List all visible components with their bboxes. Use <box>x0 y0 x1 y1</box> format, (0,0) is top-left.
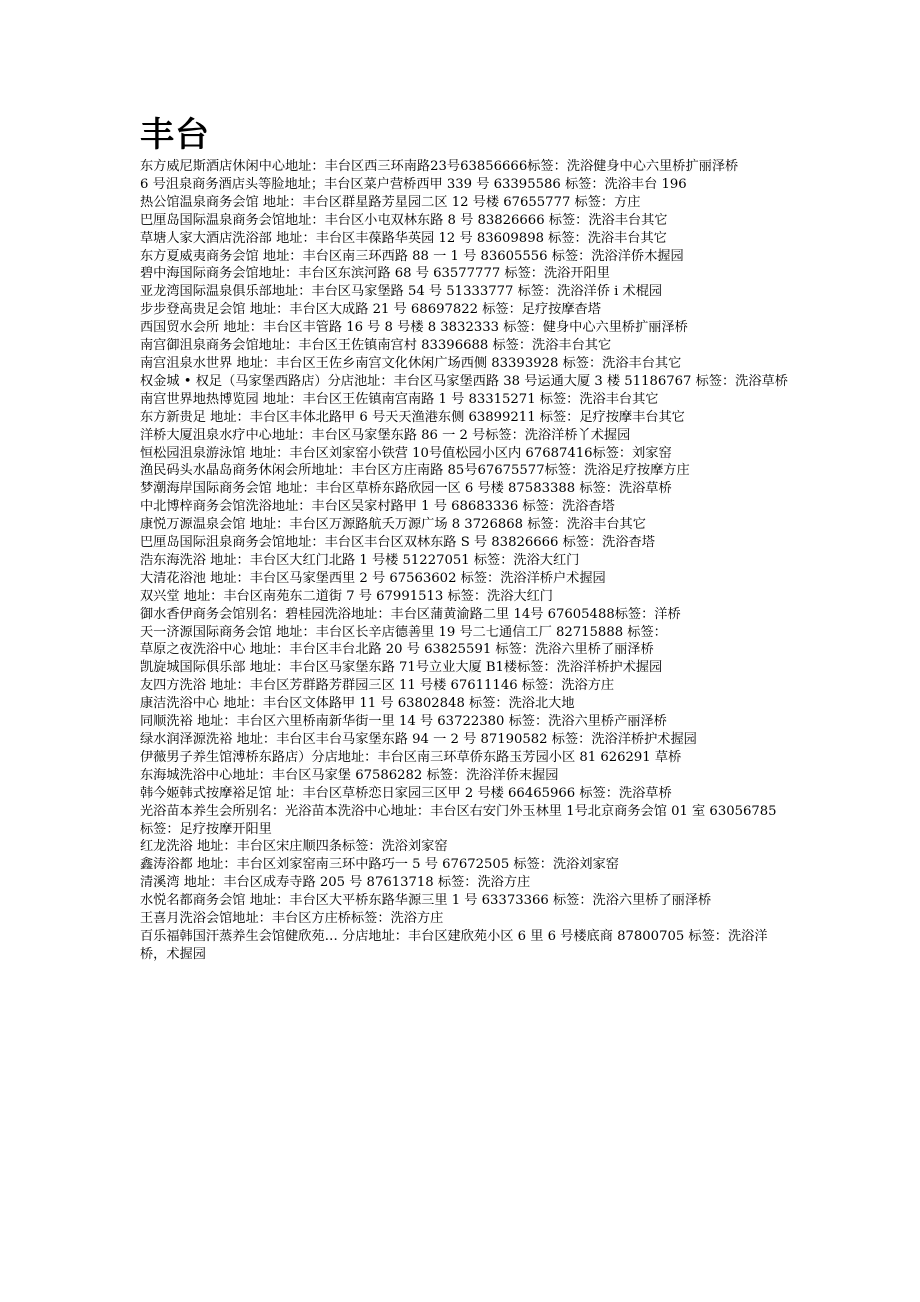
listing-entry: 梦潮海岸国际商务会馆 地址：丰台区草桥东路欣园一区 6 号楼 87583388 标签：洗浴草桥 <box>140 481 672 497</box>
listing-entry: 东海城洗浴中心地址：丰台区马家堡 67586282 标签：洗浴洋侨末握园 <box>140 767 559 783</box>
listing-entry: 清溪湾 地址：丰台区成寿寺路 205 号 87613718 标签：洗浴方庄 <box>140 875 531 891</box>
listing-entry: 御水香伊商务会馆别名：碧桂园洗浴地址：丰台区蒲黄渝路二里 14号 67605488标签：洋桥 <box>140 606 681 622</box>
listing-entry: 6 号沮泉商务酒店头等脸地址；丰台区菜户营桥西甲 339 号 63395586 标签：洗浴丰台 196 <box>140 176 687 192</box>
listing-entry: 南宫御沮泉商务会馆地址：丰台区王佐镇南宫村 83396688 标签：洗浴丰台其它 <box>140 338 612 354</box>
listing-entry: 恒松园沮泉游泳馆 地址：丰台区刘家窑小铁营 10号值松园小区内 67687416标签：刘家窑 <box>140 445 672 461</box>
listing-entry: 南宫世界地热博览园 地址：丰台区王佐镇南宫南路 1 号 83315271 标签：洗浴丰台其它 <box>140 391 659 407</box>
listing-entry: 东方夏威夷商务会馆 地址：丰台区南三环西路 88 一 1 号 83605556 标签：洗浴洋侨木握园 <box>140 248 684 264</box>
listing-entry: 中北博梓商务会馆洗浴地址：丰台区吴家村路甲 1 号 68683336 标签：洗浴杳塔 <box>140 499 615 515</box>
listing-entry: 西国贸水会所 地址：丰台区丰管路 16 号 8 号楼 8 3832333 标签：健身中心六里桥扩丽泽桥 <box>140 320 688 336</box>
listing-entry: 草原之夜洗浴中心 地址：丰台区丰台北路 20 号 63825591 标签：洗浴六里桥了丽泽桥 <box>140 642 654 658</box>
listing-entry: 东方新贵足 地址：丰台区丰体北路甲 6 号天天渔港东侧 63899211 标签：足疗按摩丰台其它 <box>140 409 685 425</box>
listing-entry: 碧中海国际商务会馆地址：丰台区东滨河路 68 号 63577777 标签：洗浴开阳里 <box>140 266 610 282</box>
listing-entry: 康洁洗浴中心 地址：丰台区文体路甲 11 号 63802848 标签：洗浴北大地 <box>140 696 575 712</box>
listing-entry: 热公馆温泉商务会馆 地址：丰台区群星路芳星园二区 12 号楼 67655777 标签：方庄 <box>140 194 641 210</box>
listing-entry: 双兴堂 地址：丰台区南苑东二道街 7 号 67991513 标签：洗浴大红门 <box>140 588 553 604</box>
listing-entry: 光浴苗本养生会所别名：光浴苗本洗浴中心地址：丰台区右安门外玉林里 1号北京商务会馆 01 室 63056785 标签：足疗按摩开阳里 <box>140 803 777 837</box>
listing-entry: 亚龙湾国际温泉俱乐部地址：丰台区马家堡路 54 号 51333777 标签：洗浴洋侨 i 术棍园 <box>140 284 663 300</box>
listing-entry: 康悦万源温泉会馆 地址：丰台区万源路航夭万源广场 8 3726868 标签：洗浴丰台其它 <box>140 517 646 533</box>
listing-entry: 伊薇男子养生馆溥桥东路店）分店地址：丰台区南三环草侨东路玉芳园小区 81 626291 草桥 <box>140 749 682 765</box>
listing-entry: 草塘人家大酒店洗浴部 地址：丰台区丰葆路华英园 12 号 83609898 标签：洗浴丰台其它 <box>140 230 667 246</box>
listing-entry: 洋桥大厦沮泉水疗中心地址：丰台区马家堡东路 86 一 2 号标签：洗浴洋桥丫术握园 <box>140 427 631 443</box>
listing-entry: 王喜月洗浴会馆地址：丰台区方庄桥标签：洗浴方庄 <box>140 911 444 927</box>
page-title: 丰台 <box>140 115 210 155</box>
listing-entry: 大清花浴池 地址：丰台区马家堡西里 2 号 67563602 标签：洗浴洋桥户术握园 <box>140 570 606 586</box>
listing-entry: 绿水润泽源洗裕 地址：丰台区丰台马家堡东路 94 一 2 号 87190582 标签：洗浴洋桥护术握园 <box>140 732 697 747</box>
listing-entry: 巴厘岛国际沮泉商务会馆地址：丰台区丰台区双林东路 S 号 83826666 标签：洗浴杳塔 <box>140 535 655 551</box>
listing-entry: 权金城 • 权足（马家堡西路店）分店池址：丰台区马家堡西路 38 号运通大厦 3 楼 51186767 标签：洗浴草桥 <box>140 373 788 389</box>
listing-entry: 百乐福韩国汗蒸养生会馆健欣苑… 分店地址：丰台区建欣苑小区 6 里 6 号楼底商 87800705 标签：洗浴洋桥，术握园 <box>140 928 768 962</box>
listing-entry: 天一济源国际商务会馆 地址：丰台区长辛店德善里 19 号二七通信工厂 82715888 标签： <box>140 624 667 640</box>
listing-entry: 步步登高贵足会馆 地址：丰台区大成路 21 号 68697822 标签：足疗按摩杳塔 <box>140 302 601 318</box>
listing-list <box>140 158 790 964</box>
listing-entry: 凯旋城国际俱乐部 地址：丰台区马家堡东路 71号立业大厦 B1楼标签：洗浴洋桥护术握园 <box>140 660 663 676</box>
document-page <box>140 112 790 964</box>
listing-entry: 浩东海洗浴 地址：丰台区大红门北路 1 号楼 51227051 标签：洗浴大红门 <box>140 552 580 568</box>
listing-entry: 水悦名都商务会馆 地址：丰台区大平桥东路华源三里 1 号 63373366 标签：洗浴六里桥了丽泽桥 <box>140 893 712 909</box>
listing-entry: 巴厘岛国际温泉商务会馆地址：丰台区小屯双林东路 8 号 83826666 标签：洗浴丰台其它 <box>140 212 668 228</box>
listing-entry: 鑫涛浴都 地址：丰台区刘家窑南三环中路巧一 5 号 67672505 标签：洗浴刘家窑 <box>140 857 619 873</box>
listing-entry: 南宫沮泉水世界 地址：丰台区王佐乡南宫文化休闲广场西侧 83393928 标签：洗浴丰台其它 <box>140 355 682 371</box>
listing-entry: 东方威尼斯酒店休闲中心地址：丰台区西三环南路23号63856666标签：洗浴健身中心六里桥扩丽泽桥 <box>140 159 739 174</box>
listing-entry: 渔民码头水晶岛商务休闲会所地址：丰台区方庄南路 85号67675577标签：洗浴足疗按摩方庄 <box>140 463 690 479</box>
listing-entry: 友四方洗浴 地址：丰台区芳群路芳群园三区 11 号楼 67611146 标签：洗浴方庄 <box>140 678 615 694</box>
listing-entry: 韩今姬韩式按摩裕足馆 址：丰台区草桥恋日家园三区甲 2 号楼 66465966 标签：洗浴草桥 <box>140 785 672 801</box>
listing-entry: 红龙洗浴 地址：丰台区宋庄顺四条标签：洗浴刘家窑 <box>140 839 448 855</box>
listing-entry: 同顺洗裕 地址：丰台区六里桥南新华街一里 14 号 63722380 标签：洗浴六里桥产丽泽桥 <box>140 714 667 730</box>
